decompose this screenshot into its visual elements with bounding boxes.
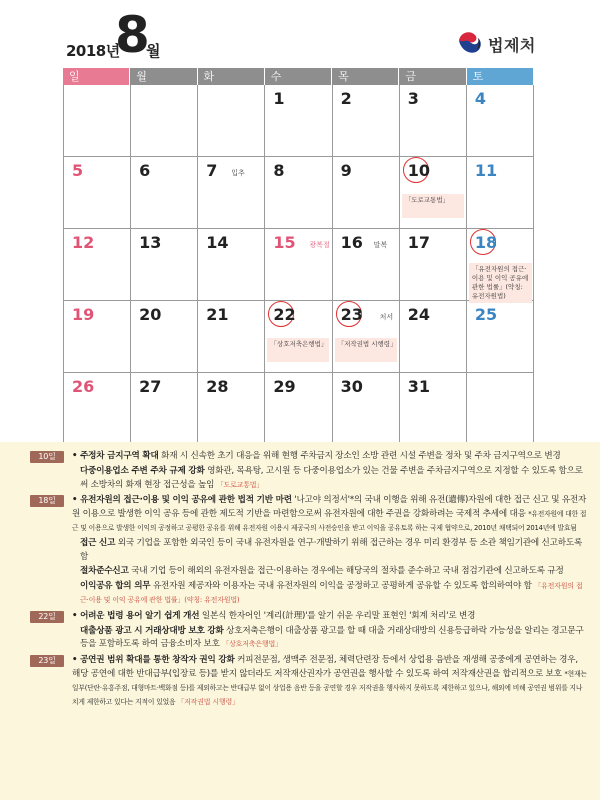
item-title: • 어려운 법령 용어 알기 쉽게 개선	[72, 610, 200, 621]
weekday-thu: 목	[332, 68, 399, 85]
item-title: 이익공유 합의 의무	[80, 581, 151, 592]
law-reference: 「상호저축은행법」	[222, 640, 282, 649]
calendar-week	[64, 229, 534, 301]
calendar-day	[467, 229, 534, 301]
day-note: 광복절	[309, 241, 330, 249]
law-label: 「도로교통법」	[402, 194, 464, 218]
calendar-day	[265, 229, 332, 301]
calendar-day	[198, 229, 265, 301]
calendar-day	[198, 301, 265, 373]
day-number: 28	[206, 377, 229, 396]
calendar-week	[64, 373, 534, 445]
info-paragraph	[72, 465, 588, 493]
info-item-18	[12, 494, 588, 607]
day-number: 17	[407, 233, 430, 252]
date-tag: 18일	[30, 495, 64, 507]
info-item-23	[12, 654, 588, 709]
footnote: *유전자원에 대한 접근 및 이용으로 발생한 이익의 공정하고 공평한 공유를 위해 유전자원 이용시 제공국의 사전승인을 받고 이익을 공유토록 하는 국제 협약으로, 2010년 채택되어 2014년에 발효됨	[72, 510, 587, 532]
day-number: 16	[340, 233, 363, 252]
law-label: 「저작권법 시행령」	[335, 338, 397, 362]
item-text: 영화관, 목욕탕, 고시원 등 다중이용업소가 있는 건물 주변을 주차금지구역으로 지정할 수 있도록 함으로써 소방차의 화재 현장 접근성을 높임	[80, 465, 583, 490]
day-number: 23	[340, 305, 363, 324]
weekday-wed: 수	[265, 68, 332, 85]
day-number: 8	[273, 161, 285, 180]
law-info-panel	[0, 442, 600, 800]
item-text: 상호저축은행이 대출상품 광고를 할 때 대출 거래상대방의 신용등급하락 가능성을 알리는 경고문구 등을 포함하도록 하여 금융소비자 보호	[80, 625, 584, 650]
calendar-day	[131, 229, 198, 301]
day-number: 6	[139, 161, 151, 180]
info-paragraph	[72, 580, 588, 608]
day-number: 14	[206, 233, 229, 252]
info-paragraph	[72, 610, 588, 624]
day-number: 11	[474, 161, 498, 180]
item-text: '나고야 의정서'*의 국내 이행을 위해 유전(遺傳)자원에 대한 접근 신고 및 유전자원 이용으로 발생한 이익 공유 등에 관한 제도적 기반을 마련함으로써 유전자원에 대한 주권을 강화하려는 국제적 추세에 대응	[72, 495, 587, 520]
calendar-empty-day	[131, 85, 198, 157]
calendar-day	[400, 85, 467, 157]
calendar-grid	[63, 85, 534, 445]
calendar-day	[400, 229, 467, 301]
day-number: 13	[139, 233, 162, 252]
calendar-day	[333, 157, 400, 229]
day-number: 27	[139, 377, 162, 396]
item-text: 외국 기업을 포함한 외국인 등이 국내 유전자원을 연구·개발하기 위해 접근하는 경우 미리 환경부 등 소관 책임기관에 신고하도록 함	[80, 537, 583, 562]
footnote: *현재는 일부(단란·유흥주점, 대형마트·백화점 등)를 제외하고는 반대급부 없이 상업용 음반 등을 공연할 경우 저작권을 행사하지 못하도록 제한하고 있으나, 해외에 비해 공연권 범위를 지나치게 제한하고 있다는 지적이 있었음	[72, 669, 587, 706]
calendar-empty-day	[198, 85, 265, 157]
calendar-day	[467, 85, 534, 157]
day-number: 15	[273, 233, 296, 252]
calendar-day	[265, 373, 332, 445]
day-number: 25	[474, 305, 498, 324]
day-number: 20	[139, 305, 162, 324]
weekday-header	[63, 68, 534, 85]
calendar-day	[131, 373, 198, 445]
item-text: 커피전문점, 생맥주 전문점, 체력단련장 등에서 상업용 음반을 재생해 공중에게 공연하는 경우, 해당 공연에 대한 반대급부(입장료 등)를 받지 않더라도 저작재산권자가 공연권을 행사할 수 있도록 하여 저작재산권을 합리적으로 보호	[72, 655, 578, 679]
date-tag: 22일	[30, 611, 64, 623]
info-paragraph	[72, 565, 588, 579]
calendar-day	[467, 157, 534, 229]
calendar-day	[400, 373, 467, 445]
calendar-day	[400, 301, 467, 373]
law-reference: 「저작권법 시행령」	[177, 697, 239, 706]
calendar-day	[265, 85, 332, 157]
info-paragraph	[72, 494, 588, 535]
law-label: 「상호저축은행법」	[267, 338, 329, 362]
calendar	[63, 68, 534, 445]
calendar-day	[64, 373, 131, 445]
org-name: 법제처	[488, 36, 536, 55]
calendar-day	[64, 229, 131, 301]
info-paragraph	[72, 625, 588, 653]
item-title: 접근 신고	[80, 537, 116, 548]
info-paragraph	[72, 450, 588, 464]
weekday-tue: 화	[198, 68, 265, 85]
info-item-22	[12, 610, 588, 652]
calendar-day	[198, 373, 265, 445]
date-tag: 10일	[30, 451, 64, 463]
day-number: 21	[206, 305, 229, 324]
law-label: 「유전자원의 접근·이용 및 이익 공유에 관한 법률」(약칭: 유전자원법)	[469, 263, 532, 303]
info-item-10	[12, 450, 588, 492]
year-label: 2018년	[66, 42, 120, 60]
calendar-day	[64, 301, 131, 373]
day-number: 3	[407, 89, 419, 108]
month-number: 8	[115, 6, 150, 64]
day-number: 5	[72, 161, 84, 180]
calendar-day	[333, 373, 400, 445]
taegeuk-emblem-icon	[456, 28, 484, 56]
day-number: 22	[273, 305, 296, 324]
day-number: 18	[474, 233, 498, 252]
calendar-day	[64, 157, 131, 229]
weekday-fri: 금	[399, 68, 466, 85]
info-paragraph	[72, 654, 588, 709]
day-number: 29	[273, 377, 296, 396]
day-note: 처서	[379, 313, 394, 321]
calendar-day	[265, 157, 332, 229]
weekday-mon: 월	[130, 68, 197, 85]
day-number: 2	[340, 89, 352, 108]
calendar-day	[198, 157, 265, 229]
date-tag: 23일	[30, 655, 64, 667]
weekday-sat: 토	[467, 68, 534, 85]
item-text: 화재 시 신속한 초기 대응을 위해 현행 주차금지 장소인 소방 관련 시설 주변을 정차 및 주차 금지구역으로 변경	[158, 451, 561, 461]
day-number: 7	[206, 161, 218, 180]
calendar-day	[131, 157, 198, 229]
calendar-week	[64, 85, 534, 157]
org-logo	[456, 28, 540, 56]
item-title: 절차준수신고	[80, 566, 129, 577]
calendar-day	[467, 301, 534, 373]
day-number: 4	[474, 89, 486, 108]
item-title: • 유전자원의 접근·이용 및 이익 공유에 관한 법적 기반 마련	[72, 495, 292, 506]
day-note: 말복	[373, 241, 388, 249]
calendar-day	[333, 301, 400, 373]
item-title: 대출상품 광고 시 거래상대방 보호 강화	[80, 625, 224, 636]
day-number: 12	[72, 233, 95, 252]
item-text: 일본식 한자어인 '계리(計理)'를 알기 쉬운 우리말 표현인 '회계 처리'로 변경	[199, 610, 476, 621]
calendar-day	[400, 157, 467, 229]
item-title: • 주정차 금지구역 확대	[72, 451, 159, 461]
calendar-day	[265, 301, 332, 373]
calendar-day	[131, 301, 198, 373]
law-reference: 「도로교통법」	[216, 480, 264, 489]
calendar-day	[333, 229, 400, 301]
day-number: 10	[407, 161, 430, 180]
day-number: 19	[72, 305, 95, 324]
month-suffix: 월	[146, 42, 161, 60]
item-text: 유전자원 제공자와 이용자는 국내 유전자원의 이익을 공정하고 공평하게 공유할 수 있도록 합의하여야 함	[150, 581, 535, 592]
law-reference: 「유전자원의 접근·이용 및 이익 공유에 관한 법률」(약칭: 유전자원법)	[80, 582, 583, 604]
calendar-day	[333, 85, 400, 157]
day-number: 31	[407, 377, 430, 396]
calendar-empty-day	[467, 373, 534, 445]
calendar-week	[64, 301, 534, 373]
day-number: 26	[72, 377, 95, 396]
calendar-empty-day	[64, 85, 131, 157]
day-number: 24	[407, 305, 430, 324]
day-number: 30	[340, 377, 363, 396]
item-title: 다중이용업소 주변 주차 규제 강화	[80, 465, 205, 476]
day-note: 입추	[231, 169, 245, 177]
item-title: • 공연권 범위 확대를 통한 창작자 권익 강화	[72, 655, 235, 666]
weekday-sun: 일	[63, 68, 130, 85]
calendar-header	[0, 0, 600, 66]
day-number: 1	[273, 89, 285, 108]
item-text: 국내 기업 등이 해외의 유전자원을 접근·이용하는 경우에는 해당국의 절차를 준수하고 국내 점검기관에 신고하도록 규정	[128, 566, 564, 577]
day-number: 9	[340, 161, 352, 180]
info-paragraph	[72, 537, 588, 565]
calendar-week	[64, 157, 534, 229]
